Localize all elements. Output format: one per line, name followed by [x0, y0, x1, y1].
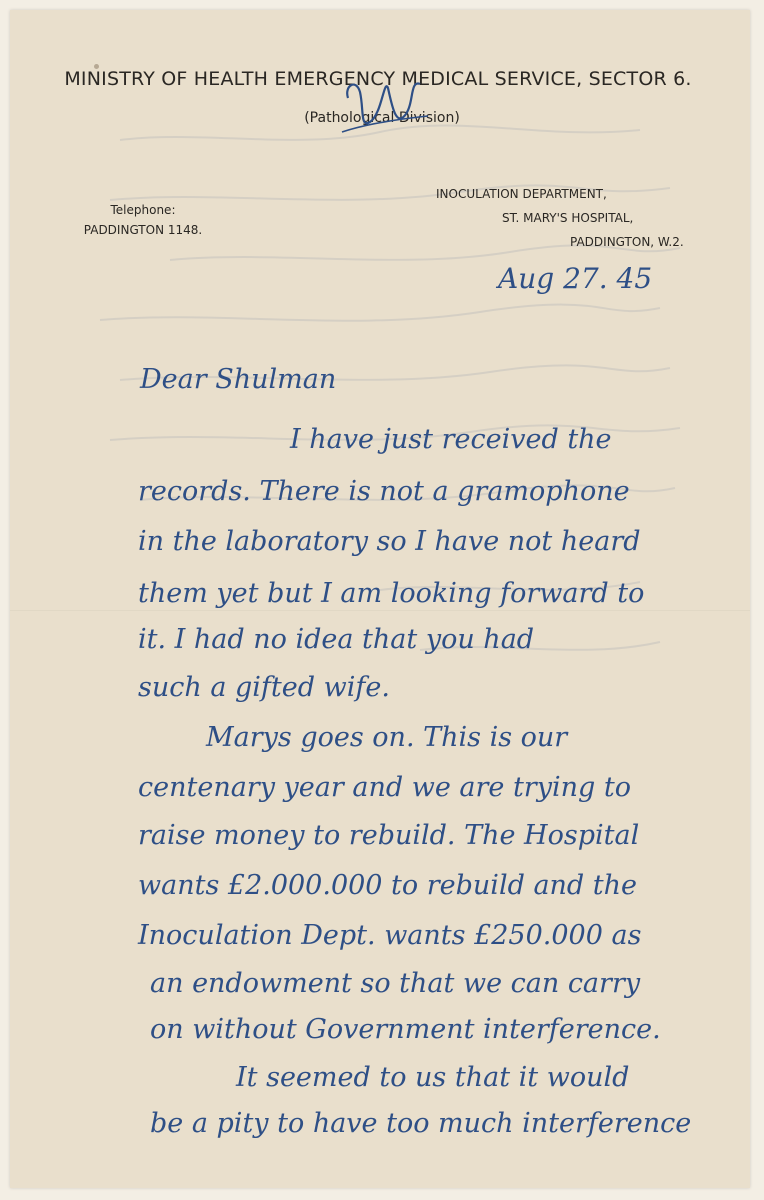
letter-line: records. There is not a gramophone: [138, 476, 630, 507]
letterhead-address: [420, 182, 704, 254]
letter-date: Aug 27. 45: [498, 262, 653, 295]
letter-line: raise money to rebuild. The Hospital: [138, 820, 640, 851]
fold-line: [10, 610, 750, 611]
bleed-through: [80, 70, 700, 770]
letterhead-title: MINISTRY OF HEALTH EMERGENCY MEDICAL SERVICE, SECTOR 6.: [64, 68, 692, 90]
letter-line: them yet but I am looking forward to: [138, 578, 645, 609]
telephone-label: Telephone:: [110, 203, 176, 217]
letter-line: in the laboratory so I have not heard: [138, 526, 641, 557]
ink-scribble: [330, 58, 440, 148]
letter-line: I have just received the: [290, 424, 612, 455]
letterhead-telephone: [58, 200, 228, 240]
letter-salutation: Dear Shulman: [140, 364, 337, 395]
address-line-1: INOCULATION DEPARTMENT,: [436, 187, 607, 201]
address-line-3: PADDINGTON, W.2.: [570, 235, 684, 249]
letter-line: it. I had no idea that you had: [138, 624, 535, 655]
letter-line: centenary year and we are trying to: [138, 772, 631, 803]
letter-line: an endowment so that we can carry: [150, 968, 641, 999]
letter-line: wants £2.000.000 to rebuild and the: [138, 870, 638, 901]
address-line-2: ST. MARY'S HOSPITAL,: [502, 211, 634, 225]
letter-line: It seemed to us that it would: [236, 1062, 630, 1093]
letter-line: Marys goes on. This is our: [206, 722, 568, 753]
letter-line: Inoculation Dept. wants £250.000 as: [138, 920, 642, 951]
telephone-number: PADDINGTON 1148.: [83, 223, 203, 237]
letter-line: on without Government interference.: [150, 1014, 661, 1045]
letterhead-division: (Pathological Division): [304, 110, 460, 126]
letter-line: such a gifted wife.: [138, 672, 390, 703]
letter-line: be a pity to have too much interference: [150, 1108, 692, 1139]
